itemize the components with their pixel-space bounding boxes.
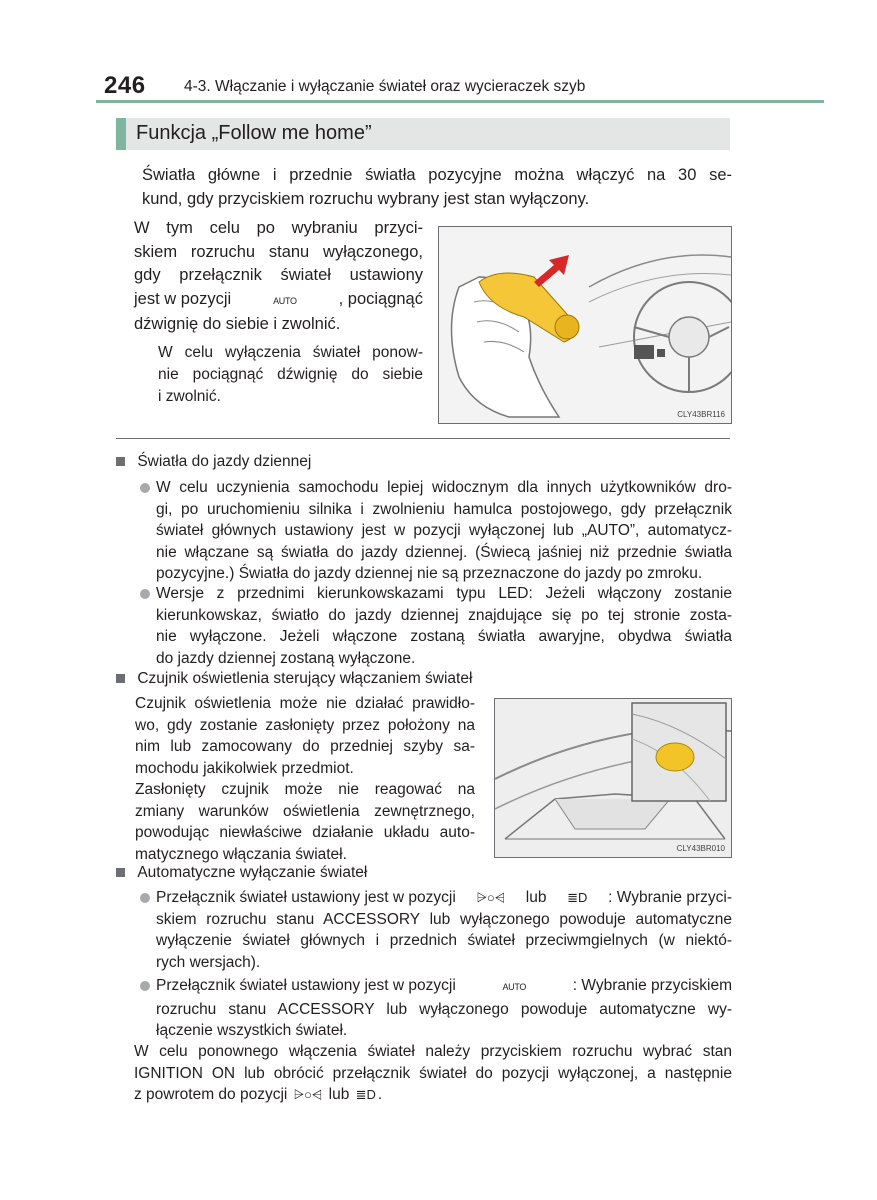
heading-text: Automatyczne wyłączanie świateł xyxy=(137,864,368,881)
final-line xyxy=(134,1084,732,1106)
final-paragraph xyxy=(134,1041,732,1106)
bullet-line: nie włączane są światła do jazdy dziennej. (Świecą jaśniej niż przednie światła xyxy=(156,543,732,561)
heading-text: Światła do jazdy dziennej xyxy=(137,453,312,470)
note-line: nie pociągnąć dźwignię do siebie xyxy=(158,366,423,383)
figure-code: CLY43BR010 xyxy=(676,844,725,853)
note-line: W celu wyłączenia świateł ponow- xyxy=(158,344,423,361)
bullet-text: Przełącznik świateł ustawiony jest w pozycji xyxy=(156,889,456,906)
procedure-line xyxy=(134,288,423,314)
sensor-heading xyxy=(116,670,730,688)
sensor-line: powodując niewłaściwe działanie układu auto- xyxy=(135,824,475,841)
square-bullet-icon xyxy=(116,868,125,877)
sensor-line: matycznego włączania świateł. xyxy=(135,845,347,863)
section-title-bar xyxy=(116,118,730,150)
final-line: IGNITION ON lub obrócić przełącznik świateł do pozycji wyłączonej, a następnie xyxy=(134,1064,732,1082)
sensor-line: mochodu jakikolwiek przedmiot. xyxy=(135,759,354,777)
bullet-line: pozycyjne.) Światła do jazdy dziennej nie są przeznaczone do jazdy po zmroku. xyxy=(156,565,703,582)
bullet-text: Przełącznik świateł ustawiony jest w pozycji xyxy=(156,977,456,994)
final-text: lub xyxy=(328,1086,350,1103)
bullet-line: wyłączenie świateł głównych i przednich świateł przeciwmgielnych (w niektó- xyxy=(156,932,732,949)
procedure-text: , pociągnąć xyxy=(338,289,423,308)
square-bullet-icon xyxy=(116,457,125,466)
sensor-line: Zasłonięty czujnik może nie reagować na xyxy=(135,781,475,798)
procedure-line: skiem rozruchu stanu wyłączonego, xyxy=(134,242,423,261)
auto-off-bullet-2 xyxy=(140,975,732,1042)
auto-off-heading xyxy=(116,864,730,882)
lever-illustration xyxy=(438,226,732,424)
bullet-line: gi, po uruchomieniu silnika i zwolnieniu hamulca postojowego, gdy przełącznik xyxy=(156,500,732,518)
circle-bullet-icon xyxy=(140,893,150,903)
sensor-drawing xyxy=(495,699,731,857)
headlamp-icon: ≣D xyxy=(355,1087,376,1102)
bullet-line: skiem rozruchu stanu ACCESSORY lub wyłączonego powoduje automatyczne xyxy=(156,910,732,928)
sensor-line: zmiany warunków oświetlenia zewnętrznego, xyxy=(135,802,475,820)
bullet-line: rych wersjach). xyxy=(156,953,261,971)
bullet-line: łączenie wszystkich świateł. xyxy=(156,1022,348,1039)
circle-bullet-icon xyxy=(140,981,150,991)
bullet-text: : Wybranie przyciskiem xyxy=(572,977,732,994)
procedure-line: W tym celu po wybraniu przyci- xyxy=(134,219,423,237)
lever-drawing xyxy=(439,227,731,423)
final-text: z powrotem do pozycji xyxy=(134,1086,288,1103)
drl-bullet-1 xyxy=(140,477,732,585)
chapter-title: 4-3. Włączanie i wyłączanie świateł oraz wycieraczek szyb xyxy=(184,78,586,95)
heading-text: Czujnik oświetlenia sterujący włączaniem świateł xyxy=(137,670,473,687)
intro-line: kund, gdy przyciskiem rozruchu wybrany jest stan wyłączony. xyxy=(142,189,590,208)
bullet-text: : Wybranie przyci- xyxy=(608,889,732,906)
position-lamp-icon: ⩥○⩤ xyxy=(476,890,506,905)
final-line: W celu ponownego włączenia świateł należy przyciskiem rozruchu wybrać stan xyxy=(134,1043,732,1060)
drl-heading xyxy=(116,453,730,471)
bullet-text: lub xyxy=(525,889,547,906)
auto-off-bullet-1 xyxy=(140,887,732,973)
bullet-line: rozruchu stanu ACCESSORY lub wyłączonego powoduje automatyczne wy- xyxy=(156,1000,732,1018)
procedure-line: gdy przełącznik świateł ustawiony xyxy=(134,266,423,284)
bullet-line xyxy=(156,975,732,999)
page-number: 246 xyxy=(104,72,146,99)
procedure-note xyxy=(158,342,423,408)
circle-bullet-icon xyxy=(140,589,150,599)
final-text: . xyxy=(377,1086,383,1103)
header-rule xyxy=(96,100,824,103)
note-line: i zwolnić. xyxy=(158,388,221,405)
procedure-paragraph xyxy=(134,217,423,337)
sensor-illustration xyxy=(494,698,732,858)
square-bullet-icon xyxy=(116,674,125,683)
figure-code: CLY43BR116 xyxy=(677,410,725,419)
position-lamp-icon: ⩥○⩤ xyxy=(293,1087,323,1102)
procedure-text: jest w pozycji xyxy=(134,289,232,308)
sensor-line: nim lub zamocowany do przedniej szyby sa- xyxy=(135,738,475,755)
auto-position-icon: AUTO xyxy=(273,295,297,306)
intro-paragraph xyxy=(142,164,732,211)
sensor-line: wo, gdy zostanie zasłonięty przez położony na xyxy=(135,716,475,734)
intro-line: Światła główne i przednie światła pozycyjne można włączyć na 30 se- xyxy=(142,166,732,184)
sensor-line: Czujnik oświetlenia może nie działać prawidło- xyxy=(135,695,475,712)
auto-position-icon: AUTO xyxy=(502,982,527,992)
bullet-line: do jazdy dziennej zostaną wyłączone. xyxy=(156,649,416,667)
bullet-line: W celu uczynienia samochodu lepiej widocznym dla innych użytkowników dro- xyxy=(156,479,732,496)
bullet-line: kierunkowskaz, światło do jazdy dziennej znajdujące się po tej stronie zosta- xyxy=(156,606,732,624)
circle-bullet-icon xyxy=(140,483,150,493)
section-title: Funkcja „Follow me home” xyxy=(136,122,372,144)
bullet-line: Wersje z przednimi kierunkowskazami typu LED: Jeżeli włączony zostanie xyxy=(156,585,732,602)
bullet-line xyxy=(156,887,732,909)
procedure-line: dźwignię do siebie i zwolnić. xyxy=(134,315,341,333)
sensor-paragraph xyxy=(135,693,475,865)
bullet-line: świateł głównych ustawiony jest w pozycji wyłączonej lub „AUTO”, automatycz- xyxy=(156,522,732,539)
section-divider xyxy=(116,438,730,439)
bullet-line: nie wyłączone. Jeżeli włączone zostaną światła awaryjne, obydwa światła xyxy=(156,628,732,645)
drl-bullet-2 xyxy=(140,583,732,669)
headlamp-icon: ≣D xyxy=(567,890,588,905)
